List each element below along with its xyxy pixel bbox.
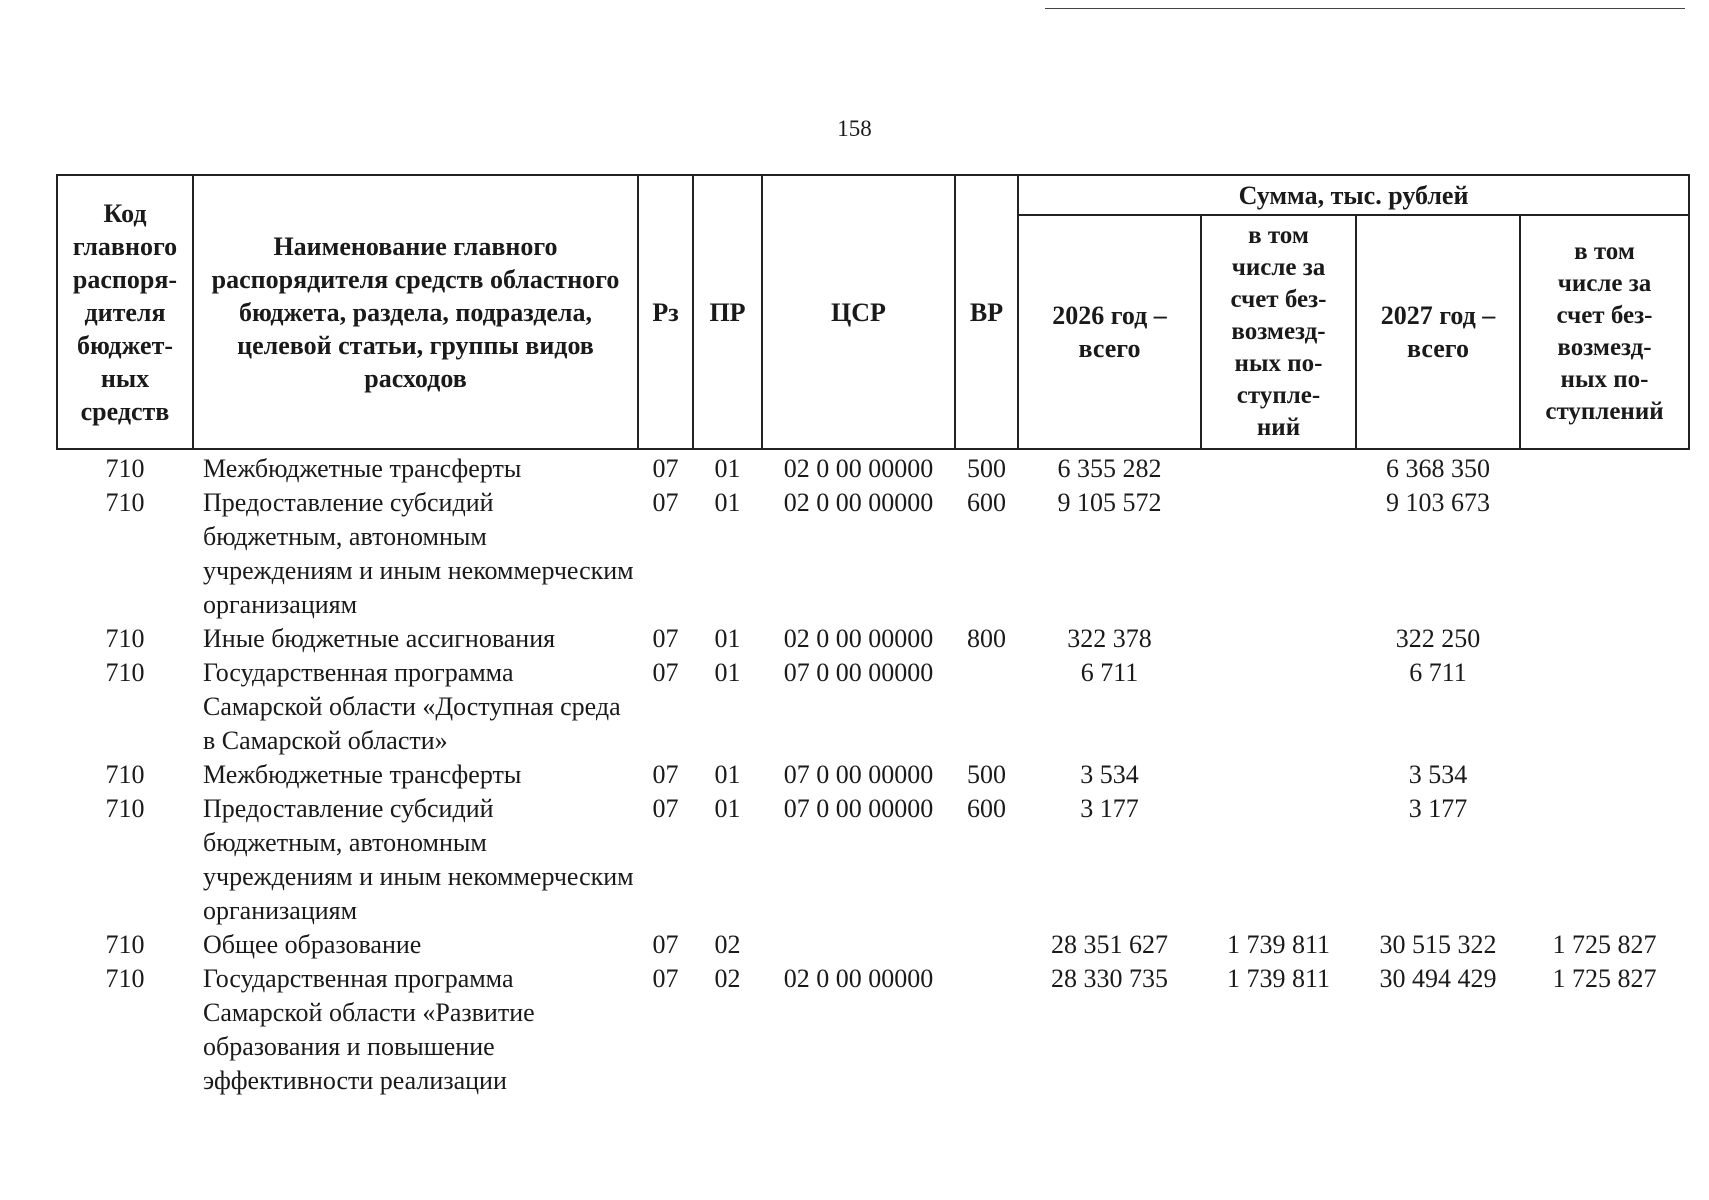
cell-grants-2027 xyxy=(1520,622,1689,656)
cell-vr: 800 xyxy=(967,624,1006,653)
header-name: Наименование главного распорядителя средств областного бюджета, раздела, подраздела, целевой статьи, группы видов расходов xyxy=(193,175,638,449)
cell-rz: 07 xyxy=(652,930,679,959)
cell-grants-2027 xyxy=(1520,449,1689,486)
cell-name: Государственная программа Самарской области «Доступная среда в Самарской области» xyxy=(203,658,621,755)
table-row xyxy=(57,449,1689,486)
cell-grants-2026: 1 739 811 xyxy=(1226,930,1331,959)
table-row xyxy=(57,758,1689,792)
cell-csr: 07 0 00 00000 xyxy=(783,794,934,823)
header-total-2027: 2027 год – всего xyxy=(1356,215,1520,449)
cell-total-2026: 3 177 xyxy=(1080,794,1139,823)
top-edge-rule xyxy=(1045,8,1685,9)
cell-csr: 02 0 00 00000 xyxy=(783,964,934,993)
cell-csr: 07 0 00 00000 xyxy=(783,658,934,687)
header-sum-group: Сумма, тыс. рублей xyxy=(1018,175,1689,215)
cell-code: 710 xyxy=(105,488,145,517)
cell-code: 710 xyxy=(105,760,145,789)
cell-rz: 07 xyxy=(652,760,679,789)
cell-total-2027: 6 368 350 xyxy=(1386,454,1490,483)
cell-rz: 07 xyxy=(652,658,679,687)
cell-grants-2026 xyxy=(1201,792,1356,928)
header-pr: ПР xyxy=(693,175,762,449)
cell-code: 710 xyxy=(105,658,145,687)
header-total-2026: 2026 год – всего xyxy=(1018,215,1201,449)
cell-name: Межбюджетные трансферты xyxy=(203,760,522,789)
cell-grants-2026 xyxy=(1201,622,1356,656)
header-vr: ВР xyxy=(955,175,1018,449)
cell-code: 710 xyxy=(105,624,145,653)
cell-name: Иные бюджетные ассигнования xyxy=(203,624,556,653)
cell-total-2027: 3 534 xyxy=(1408,760,1468,789)
cell-csr: 02 0 00 00000 xyxy=(783,454,934,483)
cell-pr: 01 xyxy=(714,658,741,687)
cell-total-2027: 30 494 429 xyxy=(1379,964,1497,993)
cell-grants-2026 xyxy=(1201,449,1356,486)
cell-vr: 600 xyxy=(967,488,1006,517)
cell-total-2026: 3 534 xyxy=(1080,760,1139,789)
cell-total-2027: 6 711 xyxy=(1409,658,1467,687)
cell-code: 710 xyxy=(105,454,145,483)
cell-pr: 02 xyxy=(714,964,741,993)
table-row xyxy=(57,656,1689,758)
cell-rz: 07 xyxy=(652,794,679,823)
header-grants-2026: в том числе за счет без-возмезд-ных по-ступле-ний xyxy=(1201,215,1356,449)
cell-pr: 02 xyxy=(714,930,741,959)
budget-allocation-table xyxy=(56,174,1690,1098)
cell-grants-2027: 1 725 827 xyxy=(1552,964,1657,993)
cell-csr xyxy=(762,928,955,962)
cell-rz: 07 xyxy=(652,624,679,653)
cell-csr: 02 0 00 00000 xyxy=(783,488,934,517)
cell-grants-2026 xyxy=(1201,486,1356,622)
cell-grants-2026 xyxy=(1201,758,1356,792)
cell-csr: 07 0 00 00000 xyxy=(783,760,934,789)
page-number: 158 xyxy=(837,116,872,141)
header-csr: ЦСР xyxy=(762,175,955,449)
cell-pr: 01 xyxy=(714,794,741,823)
cell-csr: 02 0 00 00000 xyxy=(783,624,934,653)
cell-code: 710 xyxy=(105,964,145,993)
cell-total-2027: 322 250 xyxy=(1395,624,1481,653)
table-row xyxy=(57,792,1689,928)
cell-grants-2027 xyxy=(1520,758,1689,792)
cell-total-2026: 9 105 572 xyxy=(1057,488,1162,517)
cell-grants-2026: 1 739 811 xyxy=(1226,964,1331,993)
cell-code: 710 xyxy=(105,794,145,823)
table-header xyxy=(57,175,1689,449)
table-body xyxy=(57,449,1689,1098)
cell-pr: 01 xyxy=(714,760,741,789)
table-row xyxy=(57,486,1689,622)
cell-name: Государственная программа Самарской области «Развитие образования и повышение эффективности реализации xyxy=(203,964,535,1095)
header-code: Код главного распоря-дителя бюджет-ных средств xyxy=(57,175,193,449)
cell-vr xyxy=(955,656,1018,758)
cell-total-2026: 28 351 627 xyxy=(1051,930,1168,959)
cell-code: 710 xyxy=(105,930,145,959)
header-rz: Рз xyxy=(638,175,693,449)
cell-vr xyxy=(955,928,1018,962)
cell-rz: 07 xyxy=(652,964,679,993)
cell-name: Предоставление субсидий бюджетным, автономным учреждениям и иным некоммерческим организациям xyxy=(203,488,634,619)
cell-name: Общее образование xyxy=(203,930,422,959)
cell-vr: 600 xyxy=(967,794,1006,823)
cell-total-2027: 30 515 322 xyxy=(1379,930,1497,959)
header-grants-2027: в том числе за счет без-возмезд-ных по-ступлений xyxy=(1520,215,1689,449)
table-row xyxy=(57,962,1689,1098)
cell-grants-2027 xyxy=(1520,486,1689,622)
cell-pr: 01 xyxy=(714,488,741,517)
cell-grants-2027 xyxy=(1520,656,1689,758)
cell-total-2026: 6 711 xyxy=(1080,658,1139,687)
cell-grants-2026 xyxy=(1201,656,1356,758)
cell-total-2027: 9 103 673 xyxy=(1386,488,1490,517)
cell-grants-2027 xyxy=(1520,792,1689,928)
cell-rz: 07 xyxy=(652,488,679,517)
cell-pr: 01 xyxy=(714,454,741,483)
cell-name: Предоставление субсидий бюджетным, автономным учреждениям и иным некоммерческим организациям xyxy=(203,794,634,925)
cell-name: Межбюджетные трансферты xyxy=(203,454,522,483)
cell-grants-2027: 1 725 827 xyxy=(1552,930,1657,959)
cell-total-2027: 3 177 xyxy=(1408,794,1468,823)
cell-rz: 07 xyxy=(652,454,679,483)
cell-vr: 500 xyxy=(967,454,1006,483)
cell-total-2026: 6 355 282 xyxy=(1057,454,1162,483)
cell-total-2026: 322 378 xyxy=(1067,624,1152,653)
cell-total-2026: 28 330 735 xyxy=(1051,964,1168,993)
table-row xyxy=(57,622,1689,656)
cell-pr: 01 xyxy=(714,624,741,653)
cell-vr xyxy=(955,962,1018,1098)
table-row xyxy=(57,928,1689,962)
cell-vr: 500 xyxy=(967,760,1006,789)
